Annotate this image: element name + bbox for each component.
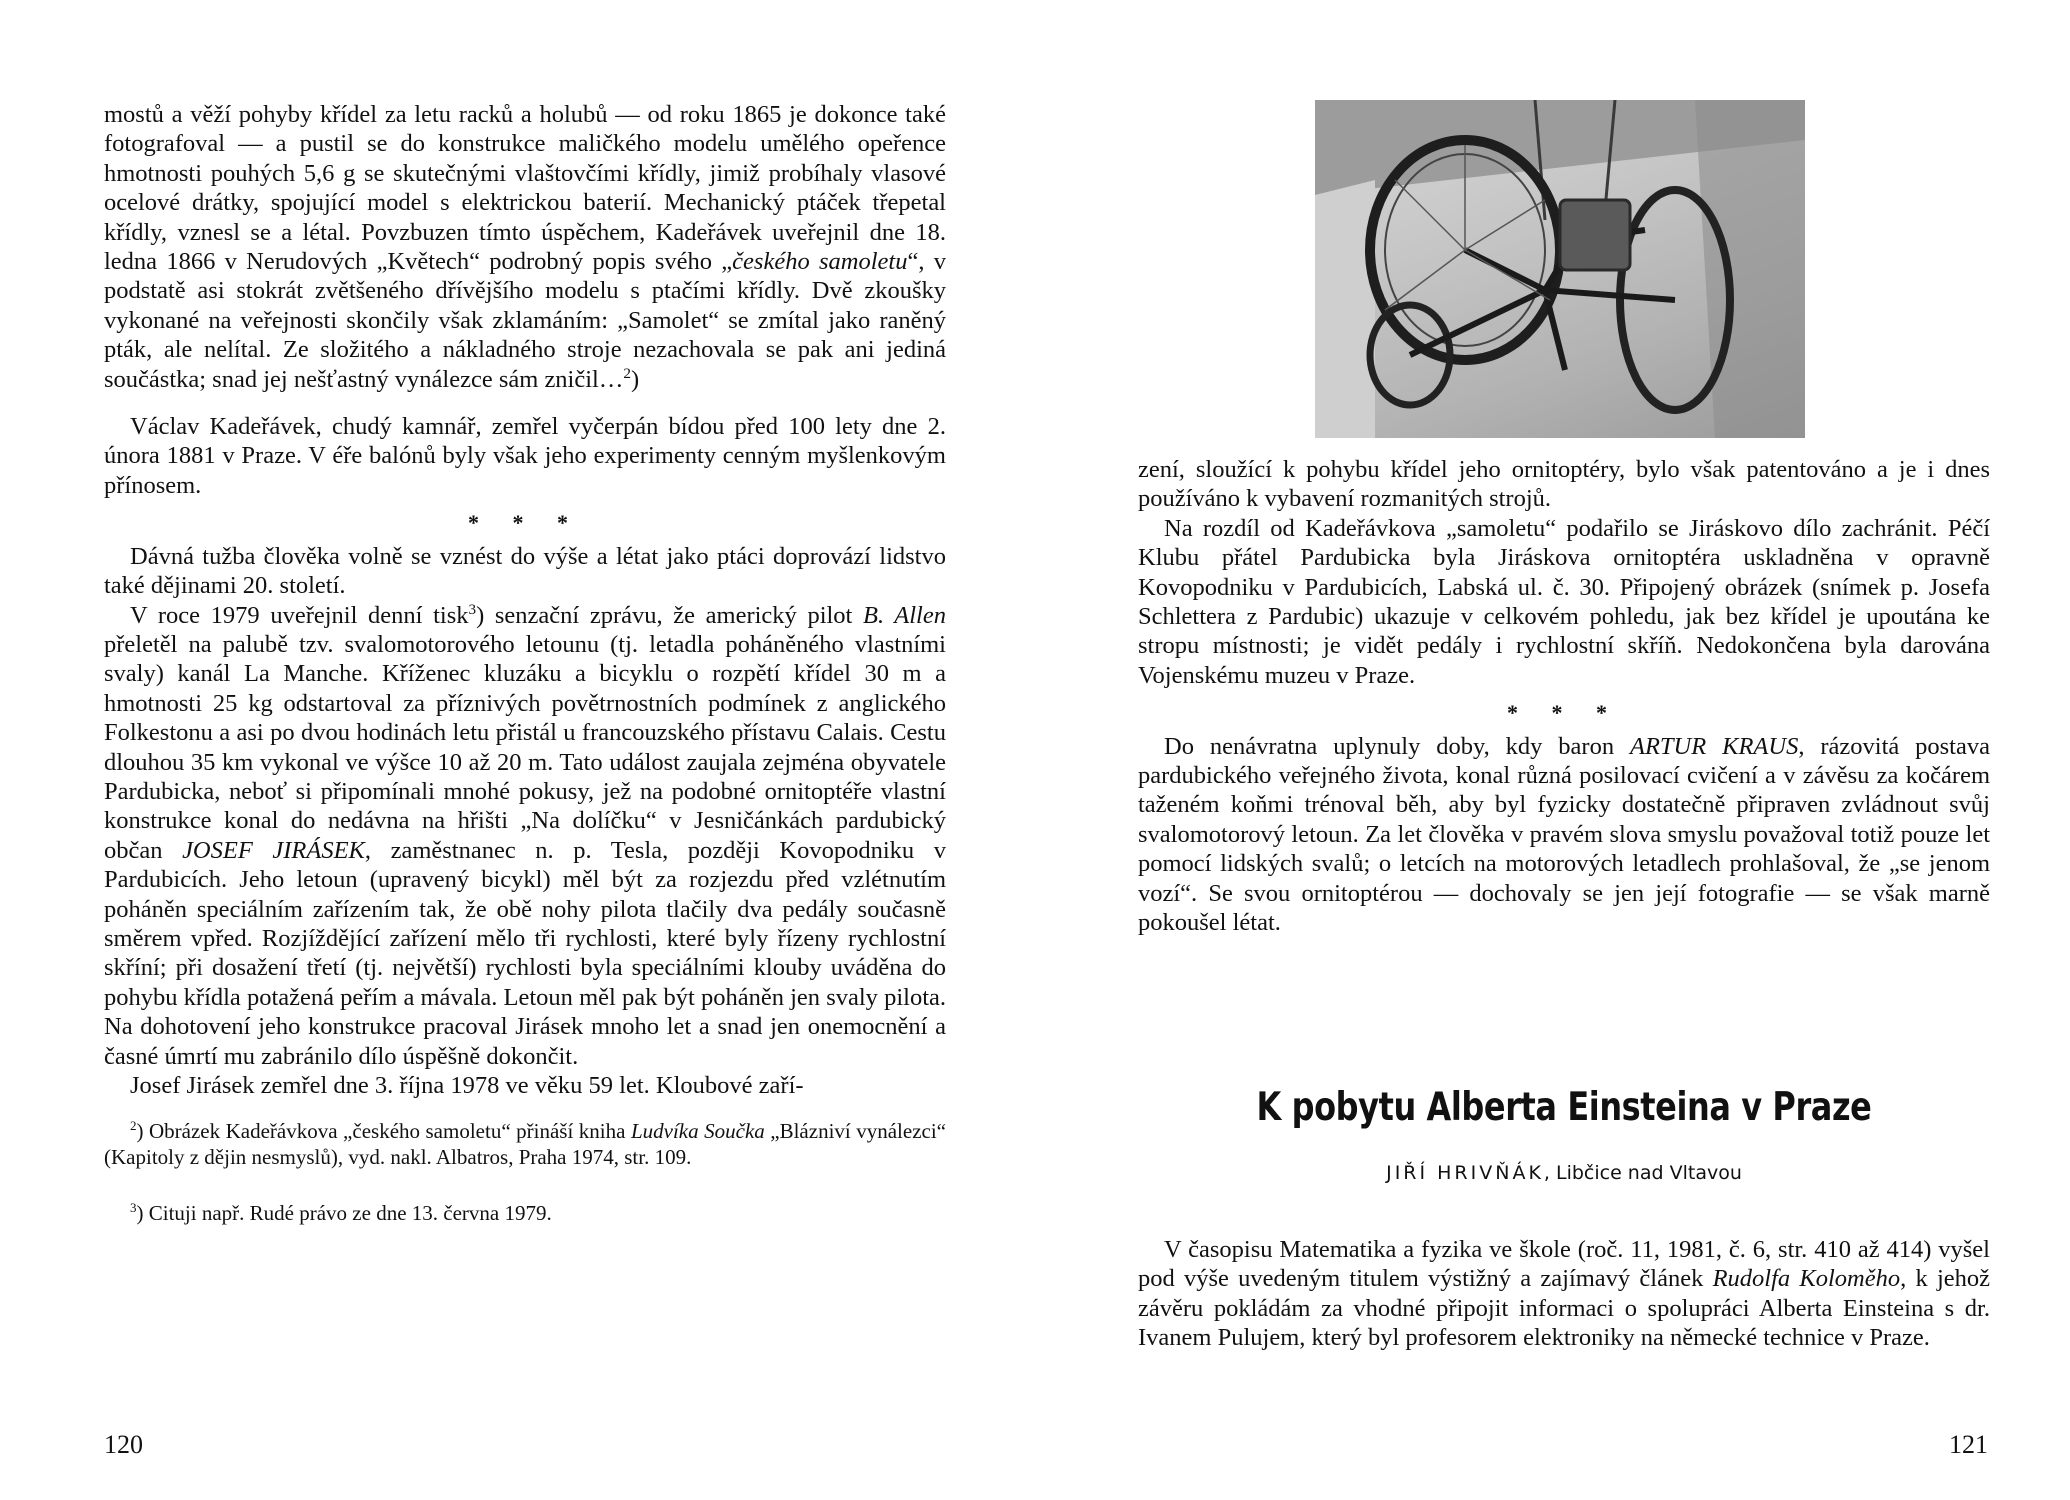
footnote-2: $^2$) Obrázek Kadeřávkova „českého samoletu“ přináší kniha Ludvíka Součka „Blázniví vynálezci“ (Kapitoly z dějin nesmyslů), vyd. nakl. Albatros, Praha 1974, str. 109. xyxy=(104,1118,947,1170)
paragraph: Josef Jirásek zemřel dne 3. října 1978 ve věku 59 let. Kloubové zaří- xyxy=(130,1072,804,1099)
ornithopter-illustration xyxy=(1315,100,1805,438)
ornithopter-photo xyxy=(1315,100,1805,438)
author-name: JIŘÍ HRIVŇÁK xyxy=(1386,1162,1544,1184)
footnotes xyxy=(104,1118,946,1226)
wall-left xyxy=(1315,180,1375,438)
article-title: K pobytu Alberta Einsteina v Praze xyxy=(1256,1085,1872,1130)
paragraph: Dávná tužba člověka volně se vznést do výše a létat jako ptáci doprovází lidstvo také dějinami 20. století. xyxy=(104,542,946,600)
paragraph: V roce 1979 uveřejnil denní tisk$^3$) senzační zprávu, že americký pilot B. Allen přeletěl na palubě tzv. svalomotorového letounu (tj. letadla poháněného vlastními svaly) kanál La Manche. Kříženec kluzáku a bicyklu o rozpětí křídel 30 m a hmotnosti 25 kg odstartoval za příznivých povětrnostních podmínek z anglického Folkestonu a asi po dvou hodinách letu přistál u francouzského přístavu Calais. Cestu dlouhou 35 km vykonal ve výšce 10 až 20 m. Tato událost zaujala zejména obyvatele Pardubicka, neboť si připomínali mnohé pokusy, jež na podobné ornitoptéře vlastní konstrukce konal do nedávna na hřišti „Na dolíčku“ v Jesničánkách pardubický občan JOSEF JIRÁSEK, zaměstnanec n. p. Tesla, později Kovopodniku v Pardubicích. Jeho letoun (upravený bicykl) měl být za rozjezdu před vzlétnutím poháněn speciálním zařízením tak, že obě nohy pilota tlačily dva pedály současně směrem vpřed. Rozjíždějící zařízení mělo tři rychlosti, které byly řízeny rychlostní skříní; při dosažení třetí (tj. největší) rychlosti byla speciálními klouby uváděna do pohybu křídla potažená peřím a mávala. Letoun měl pak být poháněn jen svaly pilota. Na dohotovení jeho konstrukce pracoval Jirásek mnoho let a snad jen onemocnění a časné úmrtí mu zabránilo dílo úspěšně dokončit. xyxy=(104,600,946,1070)
right-page xyxy=(1035,0,2070,1500)
article-body xyxy=(1138,1235,1990,1353)
paragraph: mostů a věží pohyby křídel za letu racků a holubů — od roku 1865 je dokonce také fotografoval — a pustil se do konstrukce maličkého modelu umělého opeřence hmotnosti pouhých 5,6 g se skutečnými vlaštovčími křídly, jimiž probíhaly vlasové ocelové drátky, spojující model s elektrickou baterií. Mechanický ptáček třepetal křídly, vznesl se a létal. Povzbuzen tímto úspěchem, Kadeřávek uveřejnil dne 18. ledna 1866 v Nerudových „Květech“ podrobný popis svého „českého samoletu“, v podstatě asi stokrát zvětšeného dřívějšího modelu s ptačími křídly. Dvě zkoušky vykonané na veřejnosti skončily však zklamáním: „Samolet“ se zmítal jako raněný pták, ale nelítal. Ze složitého a nákladného stroje nezachovala se pak ani jediná součástka; snad jej nešťastný vynálezce sám zničil…$^2$) xyxy=(104,101,947,393)
paragraph: Na rozdíl od Kadeřávkova „samoletu“ podařilo se Jiráskovo dílo zachránit. Péčí Klubu přátel Pardubicka byla Jiráskova ornitoptéra uskladněna v opravně Kovopodniku v Pardubicích, Labská ul. č. 30. Připojený obrázek (snímek p. Josefa Schlettera z Pardubic) ukazuje v celkovém pohledu, jak bez křídel je upoutána ke stropu místnosti; je vidět pedály i rychlostní skříň. Nedokončena byla darována Vojenskému muzeu v Praze. xyxy=(1138,514,1990,689)
section-divider: * * * xyxy=(1507,700,1621,726)
footnote-3: $^3$) Cituji např. Rudé právo ze dne 13. června 1979. xyxy=(130,1200,552,1226)
page-number: 121 xyxy=(1949,1430,1988,1459)
paragraph: V časopisu Matematika a fyzika ve škole (roč. 11, 1981, č. 6, str. 410 až 414) vyšel pod výše uvedeným titulem výstižný a zajímavý článek Rudolfa Koloměho, k jehož závěru pokládám za vhodné připojit informaci o spolupráci Alberta Einsteina s dr. Ivanem Pulujem, který byl profesorem elektroniky na německé technice v Praze. xyxy=(1138,1236,1990,1352)
paragraph: zení, sloužící k pohybu křídel jeho ornitoptéry, bylo však patentováno a je i dnes používáno k vybavení rozmanitých strojů. xyxy=(1138,456,1990,513)
seat-box xyxy=(1560,200,1630,270)
article-author xyxy=(1138,1162,1990,1184)
section-divider: * * * xyxy=(468,510,582,536)
paragraph: Do nenávratna uplynuly doby, kdy baron ARTUR KRAUS, rázovitá postava pardubického veřejného života, konal různá posilovací cvičení a v závěsu za kočárem taženém koňmi trénoval běh, aby byl fyzicky dostatečně připraven zvládnout svůj svalomotorový letoun. Za let člověka v pravém slova smyslu považoval totiž pouze let pomocí lidských svalů; o letcích na motorových letadlech prohlašoval, že „se jenom vozí“. Se svou ornitoptérou — dochovaly se jen její fotografie — se však marně pokoušel létat. xyxy=(1138,732,1990,937)
author-place: , Libčice nad Vltavou xyxy=(1543,1162,1742,1184)
page-number: 120 xyxy=(104,1430,143,1459)
right-text-column xyxy=(1138,455,1990,938)
paragraph: Václav Kadeřávek, chudý kamnář, zemřel vyčerpán bídou před 100 lety dne 2. února 1881 v Praze. V éře balónů byly však jeho experimenty cenným myšlenkovým přínosem. xyxy=(104,413,946,499)
left-text-column xyxy=(104,100,946,1226)
